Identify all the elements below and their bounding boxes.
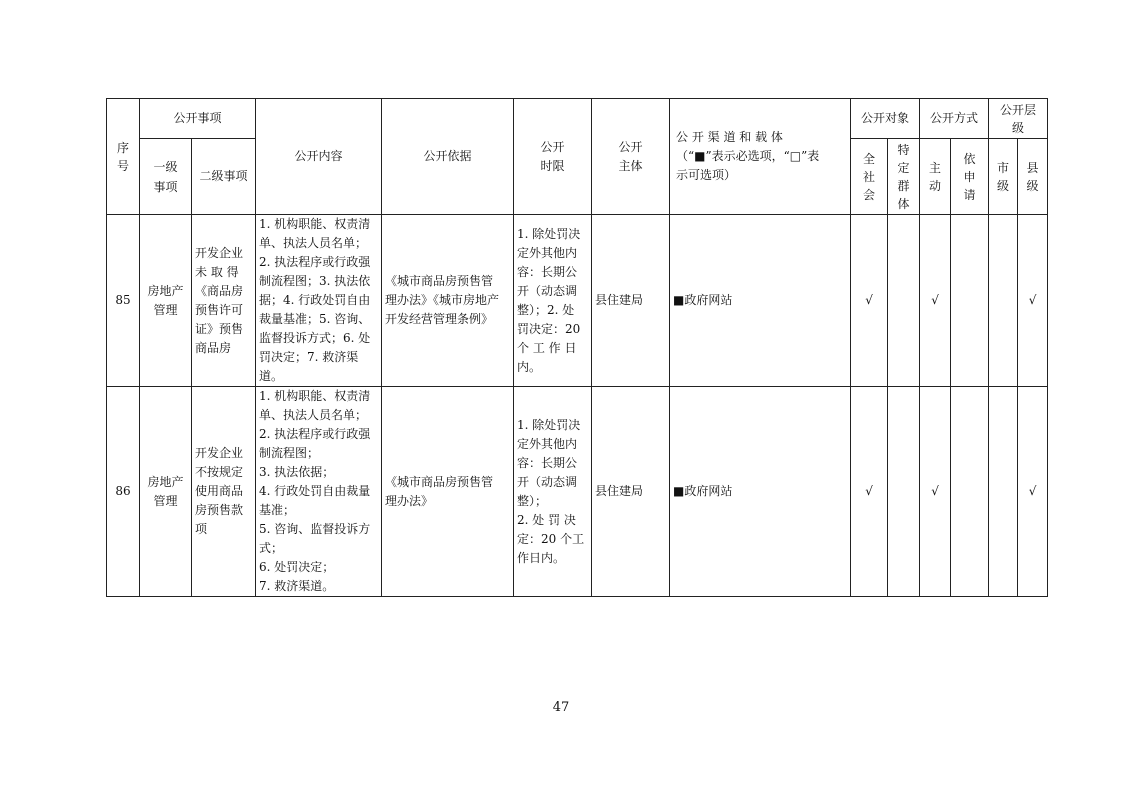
disclosure-table — [106, 98, 1048, 597]
row-method-request — [951, 215, 989, 387]
row-target-all: √ — [851, 215, 888, 387]
header-content: 公开内容 — [256, 99, 382, 215]
header-level-city: 市级 — [989, 139, 1018, 215]
row-level2: 开发企业 未 取 得 《商品房 预售许可 证》预售 商品房 — [192, 215, 256, 387]
row-target-all: √ — [851, 387, 888, 597]
header-level-county: 县级 — [1018, 139, 1048, 215]
header-target-specific: 特定群体 — [888, 139, 920, 215]
header-level1: 一级事项 — [140, 139, 192, 215]
row-method-active: √ — [920, 215, 951, 387]
header-target: 公开对象 — [851, 99, 920, 139]
header-subject: 公开 主体 — [592, 99, 670, 215]
header-seq: 序号 — [107, 99, 140, 215]
header-target-all: 全社会 — [851, 139, 888, 215]
page-number: 47 — [552, 700, 570, 715]
header-method-request: 依申请 — [951, 139, 989, 215]
header-level2: 二级事项 — [192, 139, 256, 215]
row-level-county: √ — [1018, 215, 1048, 387]
row-target-specific — [888, 215, 920, 387]
header-channel: 公 开 渠 道 和 载 体 （“■”表示必选项，“□”表 示可选项） — [670, 99, 851, 215]
row-level1: 房地产 管理 — [140, 215, 192, 387]
row-level2: 开发企业 不按规定 使用商品 房预售款 项 — [192, 387, 256, 597]
header-basis: 公开依据 — [382, 99, 514, 215]
row-method-active: √ — [920, 387, 951, 597]
table-row — [107, 387, 1048, 597]
header-method: 公开方式 — [920, 99, 989, 139]
table-row — [107, 215, 1048, 387]
row-basis: 《城市商品房预售管 理办法》《城市房地产 开发经营管理条例》 — [382, 215, 514, 387]
row-seq: 86 — [107, 387, 140, 597]
row-subject: 县住建局 — [592, 215, 670, 387]
row-channel: ■政府网站 — [670, 215, 851, 387]
header-public-items: 公开事项 — [140, 99, 256, 139]
row-content: 1. 机构职能、权责清 单、执法人员名单； 2. 执法程序或行政强 制流程图； 3. 执法依据； 4. 行政处罚自由裁量 基准； 5. 咨询、监督投诉方 式； 6. 处罚决定； 7. 救济渠道。 — [256, 387, 382, 597]
header-level: 公开层级 — [989, 99, 1048, 139]
header-row-1 — [107, 99, 1048, 139]
row-channel: ■政府网站 — [670, 387, 851, 597]
header-time-limit: 公开 时限 — [514, 99, 592, 215]
row-time-limit: 1. 除处罚决 定外其他内 容：长期公 开（动态调 整）；2. 处 罚决定：20 个 工 作 日 内。 — [514, 215, 592, 387]
row-method-request — [951, 387, 989, 597]
row-subject: 县住建局 — [592, 387, 670, 597]
row-time-limit: 1. 除处罚决 定外其他内 容：长期公 开（动态调 整）； 2. 处 罚 决 定：20 个工 作日内。 — [514, 387, 592, 597]
row-seq: 85 — [107, 215, 140, 387]
row-content: 1. 机构职能、权责清 单、执法人员名单； 2. 执法程序或行政强 制流程图；3. 执法依 据；4. 行政处罚自由 裁量基准；5. 咨询、 监督投诉方式；6. 处 罚决定；7. 救济渠道。 — [256, 215, 382, 387]
row-target-specific — [888, 387, 920, 597]
header-method-active: 主动 — [920, 139, 951, 215]
row-level-city — [989, 387, 1018, 597]
row-basis: 《城市商品房预售管 理办法》 — [382, 387, 514, 597]
row-level-city — [989, 215, 1018, 387]
row-level1: 房地产 管理 — [140, 387, 192, 597]
row-level-county: √ — [1018, 387, 1048, 597]
